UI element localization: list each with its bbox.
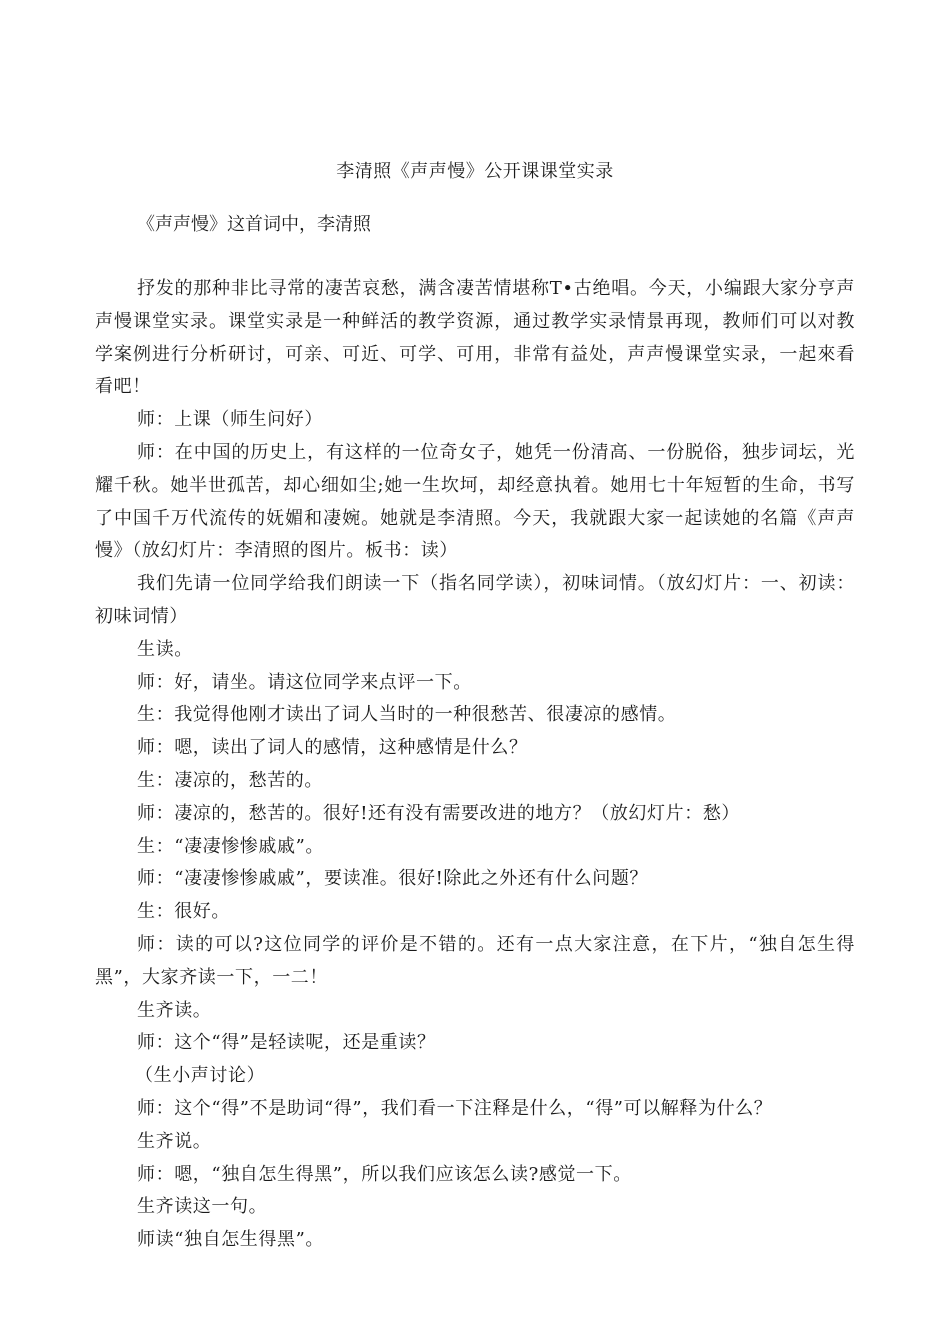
paragraph: 师：这个“得”是轻读呢，还是重读？: [137, 1032, 436, 1054]
paragraph-stage-direction: （生小声讨论）: [135, 1065, 266, 1087]
paragraph: 生：凄凉的，愁苦的。: [137, 769, 323, 791]
paragraph: 生：“凄凄惨惨戚戚”。: [137, 835, 325, 857]
paragraph: 师：这个“得”不是助词“得”，我们看一下注释是什么，“得”可以解释为什么？: [137, 1097, 773, 1119]
document-body: [95, 273, 855, 1257]
paragraph: 生读。: [137, 638, 193, 660]
paragraph: 师：嗯，“独自怎生得黑”，所以我们应该怎么读?感觉一下。: [137, 1163, 632, 1185]
paragraph: 生齐读。: [137, 999, 212, 1021]
paragraph: 生齐说。: [137, 1130, 212, 1152]
paragraph: 师：上课（师生问好）: [137, 409, 323, 431]
paragraph: 师：凄凉的，愁苦的。很好!还有没有需要改进的地方？（放幻灯片：愁）: [137, 802, 741, 824]
paragraph: 师：在中国的历史上，有这样的一位奇女子，她凭一份清高、一份脱俗，独步词坛，光耀千秋。她半世孤苦，却心细如尘;她一生坎坷，却经意执着。她用七十年短暂的生命，书写了中国千万代流传的妩媚和凄婉。她就是李清照。今天，我就跟大家一起读她的名篇《声声慢》（放幻灯片：李清照的图片。板书：读）: [95, 441, 855, 562]
paragraph: 师读“独自怎生得黑”。: [137, 1229, 325, 1251]
document-subtitle: 《声声慢》这首词中，李清照: [137, 214, 371, 235]
paragraph: 师：读的可以?这位同学的评价是不错的。还有一点大家注意，在下片，“独自怎生得黑”，大家齐读一下，一二！: [95, 933, 855, 988]
paragraph: 生：很好。: [137, 901, 230, 923]
paragraph: 生：我觉得他刚才读出了词人当时的一种很愁苦、很凄凉的感情。: [137, 704, 677, 726]
paragraph: 生齐读这一句。: [137, 1196, 268, 1218]
paragraph: 师：“凄凄惨惨戚戚”，要读准。很好!除此之外还有什么问题？: [137, 868, 649, 890]
paragraph: 师：好，请坐。请这位同学来点评一下。: [137, 671, 472, 693]
document-title: 李清照《声声慢》公开课课堂实录: [336, 161, 614, 182]
paragraph: 我们先请一位同学给我们朗读一下（指名同学读），初味词情。（放幻灯片：一、初读：初味词情）: [95, 573, 855, 627]
paragraph: 师：嗯，读出了词人的感情，这种感情是什么？: [137, 737, 528, 759]
paragraph-intro: 抒发的那种非比寻常的凄苦哀愁，满含凄苦情堪称T•古绝唱。今天，小编跟大家分亨声声慢课堂实录。课堂实录是一种鲜活的教学资源，通过教学实录情景再现，教师们可以对教学案例进行分析研讨，可亲、可近、可学、可用，非常有益处，声声慢课堂实录，一起來看看吧！: [95, 278, 855, 398]
